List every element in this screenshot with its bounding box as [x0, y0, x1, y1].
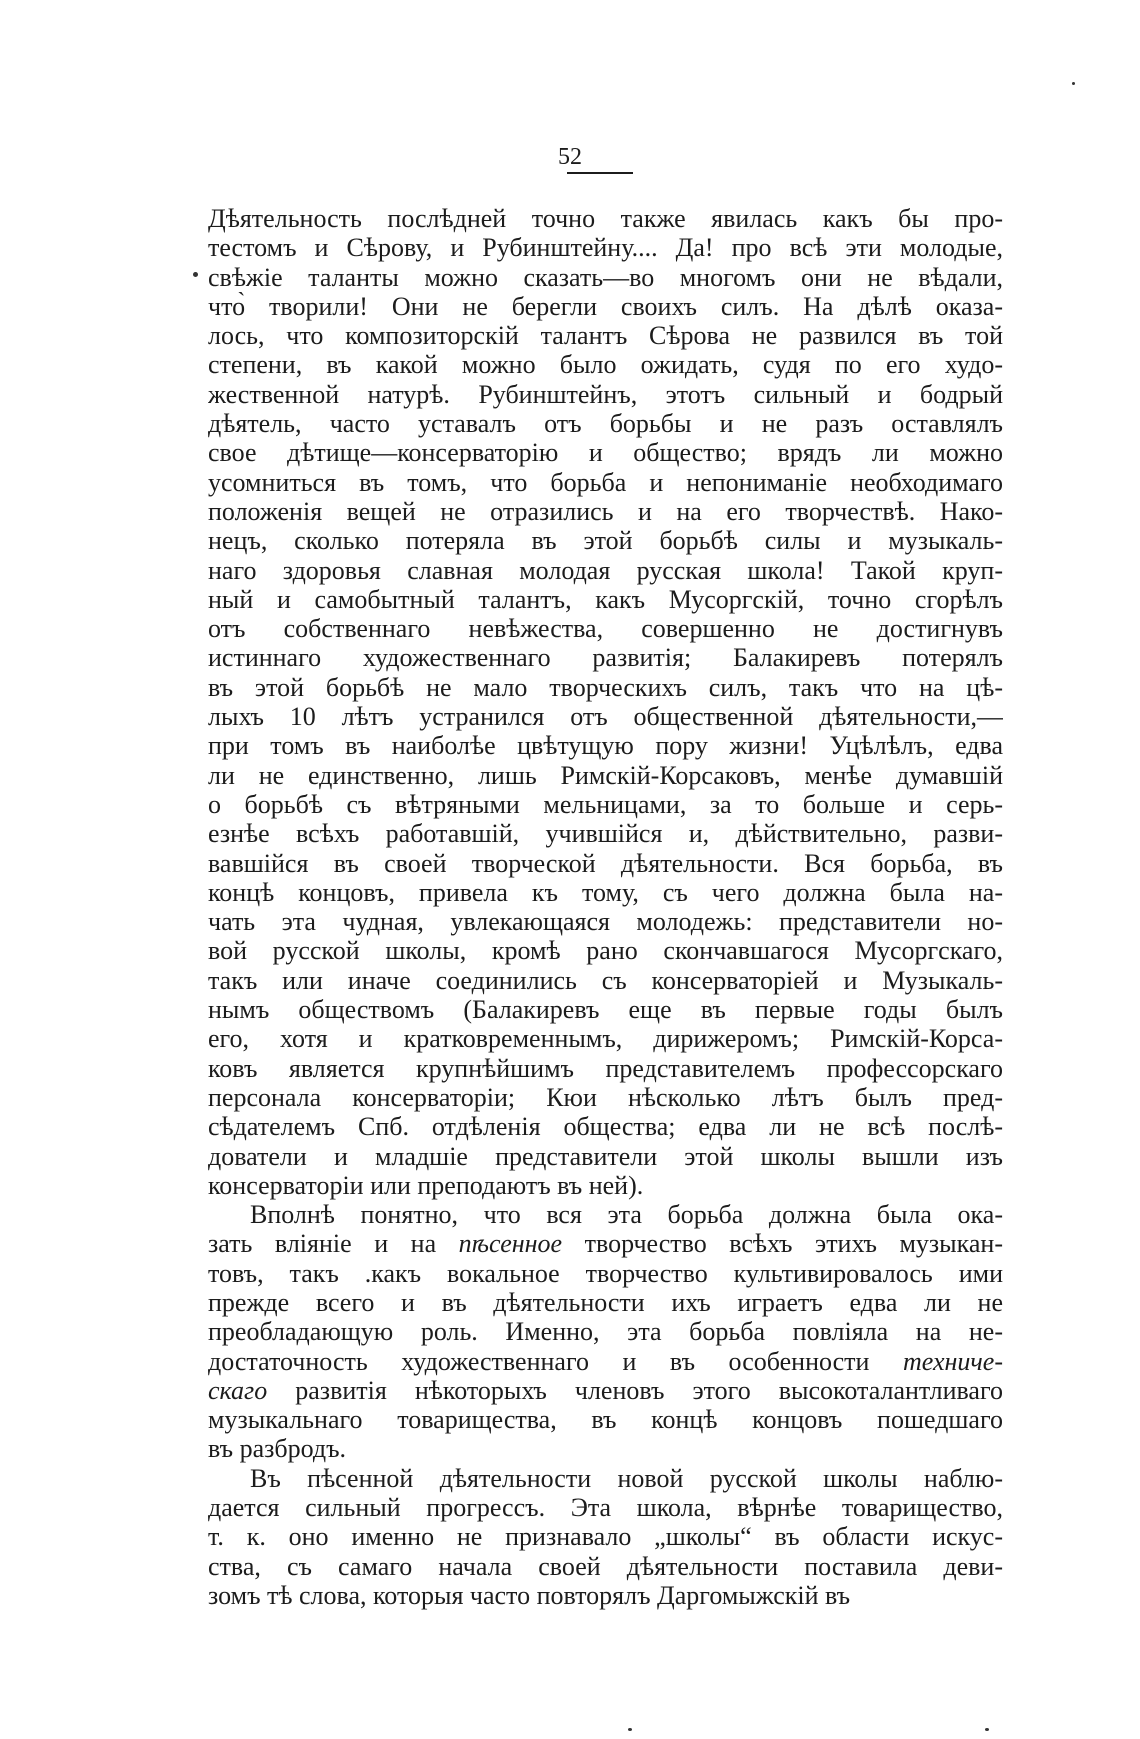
text-line: свѣжіе таланты можно сказать—во многомъ они не вѣдали, [208, 262, 1003, 292]
text-line: въ разбродъ. [208, 1434, 347, 1464]
text-line: персонала консерваторіи; Кюи нѣсколько лѣтъ былъ пред- [208, 1082, 1003, 1112]
text-line: нецъ, сколько потеряла въ этой борьбѣ силы и музыкаль- [208, 526, 1003, 556]
text-line: лыхъ 10 лѣтъ устранился отъ общественной дѣятельности,— [208, 702, 1003, 732]
text-line: истиннаго художественнаго развитія; Балакиревъ потерялъ [208, 643, 1003, 673]
paragraph [208, 1200, 1003, 1464]
text-line: дователи и младшіе представители этой школы вышли изъ [208, 1141, 1003, 1171]
text-line: товъ, такъ .какъ вокальное творчество культивировалось ими [208, 1258, 1003, 1288]
scan-speck [985, 1728, 989, 1731]
text-line: вой русской школы, кромѣ рано скончавшагося Мусоргскаго, [208, 936, 1003, 966]
page-number: 52 [558, 144, 582, 170]
text-line: усомниться въ томъ, что борьба и непониманіе необходимаго [208, 467, 1003, 497]
text-line: сѣдателемъ Спб. отдѣленія общества; едва ли не всѣ послѣ- [208, 1112, 1003, 1142]
paragraph [208, 1464, 1003, 1610]
text-line: Дѣятельность послѣдней точно также явилась какъ бы про- [208, 204, 1003, 233]
text-line: чать эта чудная, увлекающаяся молодежь: представители но- [208, 907, 1003, 937]
text-line: его, хотя и кратковременнымъ, дирижеромъ; Римскій-Корса- [208, 1024, 1003, 1054]
text-line: въ этой борьбѣ не мало творческихъ силъ, такъ что на цѣ- [208, 672, 1003, 702]
paragraph [208, 204, 1003, 1200]
text-line: дѣятель, часто уставалъ отъ борьбы и не разъ оставлялъ [208, 409, 1003, 439]
text-line: отъ собственнаго невѣжества, совершенно не достигнувъ [208, 614, 1003, 644]
text-line: тестомъ и Сѣрову, и Рубинштейну.... Да! про всѣ эти молодые, [208, 233, 1003, 263]
text-line: зомъ тѣ слова, которыя часто повторялъ Даргомыжскій въ [208, 1580, 851, 1610]
text-line: о борьбѣ съ вѣтряными мельницами, за то больше и серь- [208, 789, 1003, 819]
scan-speck [1072, 82, 1075, 85]
text-line: т. к. оно именно не признавало „школы“ въ области искус- [208, 1522, 1003, 1552]
scan-speck [193, 272, 198, 277]
text-line: степени, въ какой можно было ожидать, судя по его худо- [208, 350, 1003, 380]
body-text [208, 204, 1003, 1610]
text-line: при томъ въ наиболѣе цвѣтущую пору жизни! Уцѣлѣлъ, едва [208, 731, 1003, 761]
text-line: скаго развитія нѣкоторыхъ членовъ этого высокоталантливаго [208, 1375, 1003, 1405]
text-line: зать вліяніе и на пѣсенное творчество всѣхъ этихъ музыкан- [208, 1229, 1003, 1259]
text-line: что̀ творили! Они не берегли своихъ силъ. На дѣлѣ оказа- [208, 291, 1003, 321]
text-line: достаточность художественнаго и въ особенности техниче- [208, 1346, 1003, 1376]
text-line: ли не единственно, лишь Римскій-Корсаковъ, менѣе думавшій [208, 760, 1003, 790]
text-line: Въ пѣсенной дѣятельности новой русской школы наблю- [250, 1463, 1003, 1493]
text-line: лось, что композиторскій талантъ Сѣрова не развился въ той [208, 321, 1003, 351]
text-line: ковъ является крупнѣйшимъ представителемъ профессорскаго [208, 1053, 1003, 1083]
text-line: концѣ концовъ, привела къ тому, съ чего должна была на- [208, 877, 1003, 907]
text-line: свое дѣтище—консерваторію и общество; врядъ ли можно [208, 438, 1003, 468]
text-line: музыкальнаго товарищества, въ концѣ концовъ пошедшаго [208, 1405, 1003, 1435]
text-line: наго здоровья славная молодая русская школа! Такой круп- [208, 555, 1003, 585]
page-number-underline [567, 172, 633, 174]
text-line: Вполнѣ понятно, что вся эта борьба должна была ока- [250, 1200, 1003, 1230]
text-line: положенія вещей не отразились и на его творчествѣ. Нако- [208, 496, 1003, 526]
scan-speck [628, 1728, 632, 1731]
text-line: консерваторіи или преподаютъ въ ней). [208, 1170, 644, 1200]
text-line: ный и самобытный талантъ, какъ Мусоргскій, точно сгорѣлъ [208, 584, 1003, 614]
text-line: езнѣе всѣхъ работавшій, учившійся и, дѣйствительно, разви- [208, 819, 1003, 849]
text-line: прежде всего и въ дѣятельности ихъ играетъ едва ли не [208, 1287, 1003, 1317]
text-line: вавшійся въ своей творческой дѣятельности. Вся борьба, въ [208, 848, 1003, 878]
text-line: жественной натурѣ. Рубинштейнъ, этотъ сильный и бодрый [208, 379, 1003, 409]
text-line: дается сильный прогрессъ. Эта школа, вѣрнѣе товарищество, [208, 1493, 1003, 1523]
text-line: нымъ обществомъ (Балакиревъ еще въ первые годы былъ [208, 995, 1003, 1025]
text-line: ства, съ самаго начала своей дѣятельности поставила деви- [208, 1551, 1003, 1581]
text-line: такъ или иначе соединились съ консерваторіей и Музыкаль- [208, 965, 1003, 995]
text-line: преобладающую роль. Именно, эта борьба повліяла на не- [208, 1317, 1003, 1347]
